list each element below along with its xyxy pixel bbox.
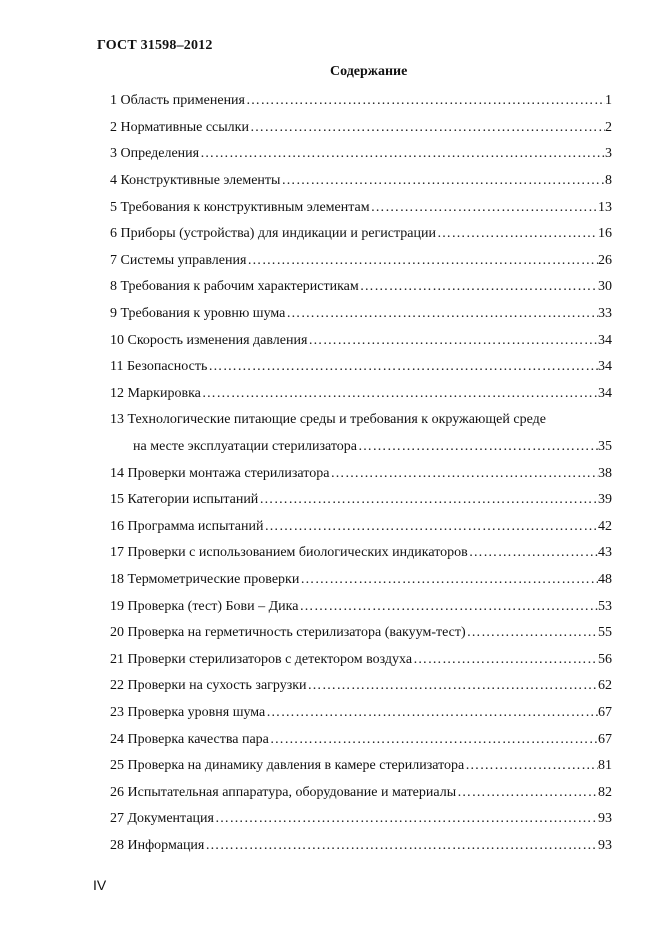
toc-item-page: 48 [598, 571, 612, 587]
toc-item-page: 53 [598, 598, 612, 614]
leader-dots [266, 705, 598, 721]
toc-item-page: 30 [598, 279, 612, 295]
toc-item-page: 3 [605, 146, 612, 162]
toc-item-normative-references[interactable] [110, 115, 612, 142]
toc-item-page: 16 [598, 226, 612, 242]
leader-dots [281, 173, 605, 189]
leader-dots [247, 253, 598, 269]
toc-item-page: 62 [598, 678, 612, 694]
toc-item-thermometric-checks[interactable] [110, 567, 612, 594]
toc-item-control-systems[interactable] [110, 248, 612, 275]
toc-item-text: 20 Проверка на герметичность стерилизатора (вакуум-тест) [110, 625, 466, 641]
toc-item-page: 1 [605, 93, 612, 109]
toc-item-page: 42 [598, 518, 612, 534]
toc-item-test-program[interactable] [110, 514, 612, 541]
toc-item-text: 7 Системы управления [110, 252, 247, 268]
toc-item-structural-elements[interactable] [110, 168, 612, 195]
toc-item-load-dryness[interactable] [110, 673, 612, 700]
leader-dots [205, 838, 598, 854]
toc-item-text: 26 Испытательная аппаратура, оборудование и материалы [110, 784, 457, 800]
toc-item-process-media-continued[interactable] [110, 434, 612, 461]
toc-item-page: 93 [598, 837, 612, 853]
page-number: IV [93, 877, 107, 893]
toc-item-bowie-dick[interactable] [110, 593, 612, 620]
leader-dots [200, 146, 605, 162]
toc-item-text: 2 Нормативные ссылки [110, 119, 249, 135]
toc-item-text: 22 Проверки на сухость загрузки [110, 678, 307, 694]
toc-item-text: 14 Проверки монтажа стерилизатора [110, 465, 330, 481]
toc-item-text: 28 Информация [110, 837, 205, 853]
leader-dots [246, 93, 605, 109]
toc-item-page: 55 [598, 625, 612, 641]
toc-item-text: на месте эксплуатации стерилизатора [133, 439, 358, 455]
leader-dots [467, 625, 598, 641]
toc-item-scope[interactable] [110, 88, 612, 115]
leader-dots [215, 811, 598, 827]
leader-dots [259, 492, 598, 508]
leader-dots [270, 732, 598, 748]
toc-item-page: 93 [598, 811, 612, 827]
toc-item-page: 2 [605, 119, 612, 135]
toc-item-page: 34 [598, 359, 612, 375]
toc-item-text: 18 Термометрические проверки [110, 571, 300, 587]
toc-item-installation-checks[interactable] [110, 460, 612, 487]
leader-dots [250, 120, 605, 136]
toc-item-biological-indicators[interactable] [110, 540, 612, 567]
toc-item-text: 24 Проверка качества пара [110, 731, 269, 747]
toc-item-text: 12 Маркировка [110, 385, 201, 401]
leader-dots [299, 599, 598, 615]
toc-item-text: 8 Требования к рабочим характеристикам [110, 279, 359, 295]
toc-item-information[interactable] [110, 833, 612, 860]
toc-item-text: 13 Технологические питающие среды и требования к окружающей среде [110, 412, 546, 428]
toc-item-page: 13 [598, 199, 612, 215]
toc-item-page: 56 [598, 651, 612, 667]
toc-item-page: 8 [605, 173, 612, 189]
toc-item-text: 17 Проверки с использованием биологических индикаторов [110, 545, 468, 561]
leader-dots [360, 279, 598, 295]
toc-item-page: 67 [598, 731, 612, 747]
toc-item-page: 34 [598, 332, 612, 348]
leader-dots [469, 545, 598, 561]
leader-dots [286, 306, 598, 322]
toc-item-page: 81 [598, 758, 612, 774]
toc-item-test-equipment[interactable] [110, 779, 612, 806]
toc-item-page: 35 [598, 439, 612, 455]
toc-item-documentation[interactable] [110, 806, 612, 833]
toc-item-definitions[interactable] [110, 141, 612, 168]
toc-item-pressure-dynamics[interactable] [110, 753, 612, 780]
toc-item-text: 11 Безопасность [110, 359, 208, 375]
leader-dots [437, 226, 598, 242]
toc-item-marking[interactable] [110, 381, 612, 408]
toc-item-page: 67 [598, 704, 612, 720]
toc-item-text: 23 Проверка уровня шума [110, 704, 266, 720]
toc-item-text: 21 Проверки стерилизаторов с детектором воздуха [110, 651, 413, 667]
leader-dots [330, 466, 598, 482]
table-of-contents [110, 88, 612, 859]
toc-item-indication-devices[interactable] [110, 221, 612, 248]
toc-item-text: 1 Область применения [110, 93, 245, 109]
toc-item-page: 38 [598, 465, 612, 481]
toc-item-text: 27 Документация [110, 811, 214, 827]
leader-dots [202, 386, 598, 402]
toc-item-vacuum-test[interactable] [110, 620, 612, 647]
toc-item-safety[interactable] [110, 354, 612, 381]
leader-dots [413, 652, 598, 668]
toc-item-test-categories[interactable] [110, 487, 612, 514]
toc-item-pressure-change-rate[interactable] [110, 327, 612, 354]
toc-item-text: 16 Программа испытаний [110, 518, 264, 534]
toc-item-element-requirements[interactable] [110, 194, 612, 221]
toc-item-noise-requirements[interactable] [110, 301, 612, 328]
toc-item-text: 9 Требования к уровню шума [110, 306, 286, 322]
toc-item-text: 10 Скорость изменения давления [110, 332, 308, 348]
leader-dots [465, 758, 598, 774]
toc-item-page: 43 [598, 545, 612, 561]
leader-dots [371, 200, 598, 216]
document-code-header: ГОСТ 31598–2012 [97, 38, 213, 53]
leader-dots [300, 572, 598, 588]
toc-item-text: 4 Конструктивные элементы [110, 173, 281, 189]
toc-item-text: 5 Требования к конструктивным элементам [110, 199, 370, 215]
toc-item-text: 3 Определения [110, 146, 200, 162]
leader-dots [457, 785, 598, 801]
toc-item-page: 39 [598, 492, 612, 508]
toc-item-performance-requirements[interactable] [110, 274, 612, 301]
leader-dots [265, 519, 599, 535]
toc-item-text: 25 Проверка на динамику давления в камере стерилизатора [110, 758, 465, 774]
toc-title: Содержание [330, 64, 408, 79]
leader-dots [308, 333, 598, 349]
leader-dots [208, 359, 598, 375]
leader-dots [308, 678, 598, 694]
toc-item-text: 15 Категории испытаний [110, 492, 259, 508]
toc-item-text: 19 Проверка (тест) Бови – Дика [110, 598, 299, 614]
leader-dots [358, 439, 598, 455]
toc-item-page: 82 [598, 784, 612, 800]
toc-item-page: 33 [598, 306, 612, 322]
toc-item-noise-check[interactable] [110, 700, 612, 727]
toc-item-page: 26 [598, 252, 612, 268]
toc-item-process-media[interactable] [110, 407, 612, 434]
toc-item-air-detector[interactable] [110, 646, 612, 673]
toc-item-text: 6 Приборы (устройства) для индикации и регистрации [110, 226, 436, 242]
toc-item-page: 34 [598, 385, 612, 401]
toc-item-steam-quality[interactable] [110, 726, 612, 753]
